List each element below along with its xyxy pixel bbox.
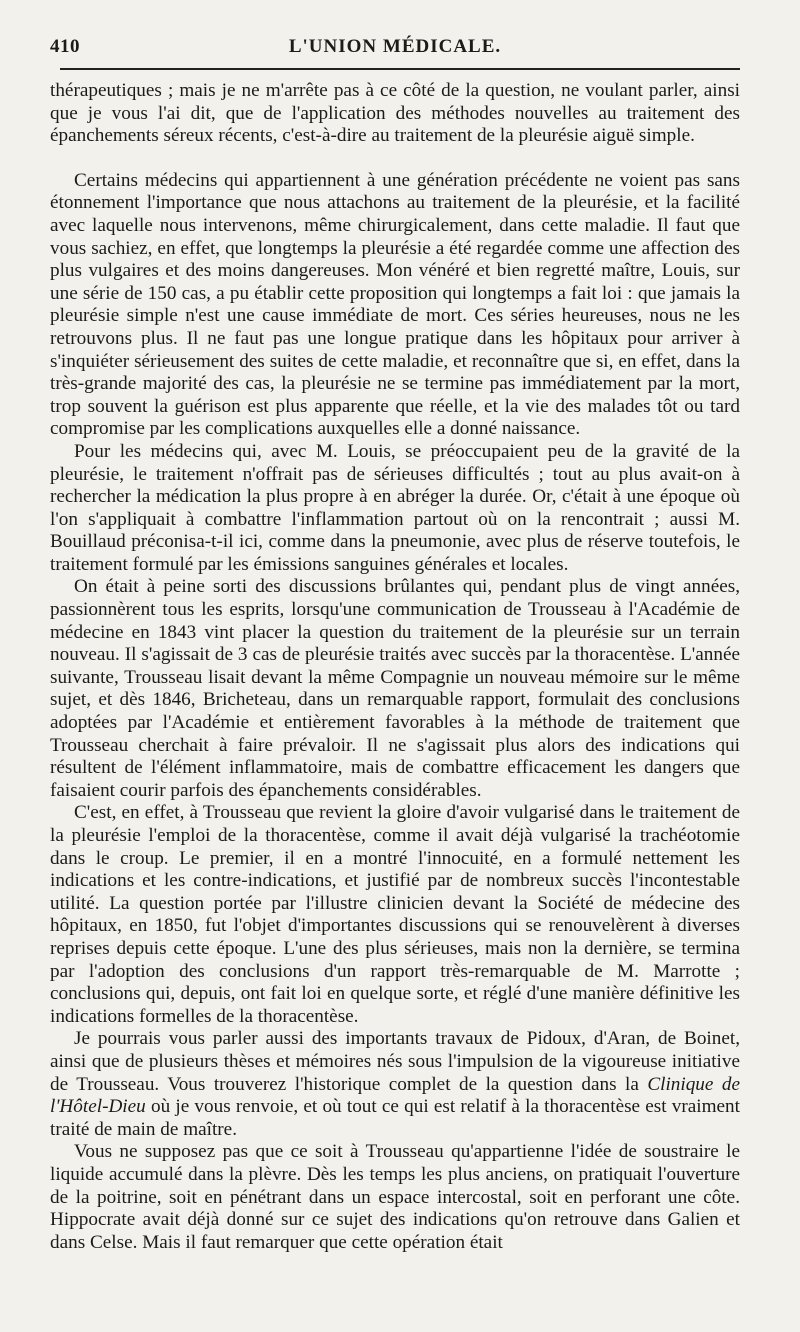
journal-title: L'UNION MÉDICALE.: [288, 36, 502, 57]
paragraph-3: Pour les médecins qui, avec M. Louis, se préoccupaient peu de la gravité de la pleurésie, le traitement n'offrait pas de sérieuses difficultés ; tout au plus avait-on à rechercher la médication la plus propre à en abréger la durée. Or, c'était à une époque où l'on s'appliquait à combattre l'inflammation partout où on la rencontrait ; aussi M. Bouillaud préconisa-t-il ici, comme dans la pneumonie, avec plus de réserve toutefois, le traitement formulé par les émissions sanguines générales et locales.: [50, 440, 740, 575]
article-body: [50, 80, 740, 1254]
running-head: [50, 36, 740, 64]
paragraph-6-text-start: Je pourrais vous parler aussi des importants travaux de Pidoux, d'Aran, de Boinet, ainsi que de plusieurs thèses et mémoires nés sous l'impulsion de la vigoureuse initiative de Trousseau. Vous trouverez l'historique complet de la question dans la: [50, 1028, 740, 1095]
paragraph-5: C'est, en effet, à Trousseau que revient la gloire d'avoir vulgarisé dans le traitement de la pleurésie l'emploi de la thoracentèse, comme il avait déjà vulgarisé la trachéotomie dans le croup. Le premier, il en a montré l'innocuité, en a formulé nettement les indications et les contre-indications, et justifié par de nombreux succès l'incontestable utilité. La question portée par l'illustre clinicien devant la Société de médecine des hôpitaux, en 1850, fut l'objet d'importantes discussions qui se renouvelèrent à diverses reprises depuis cette époque. L'une des plus sérieuses, mais non la dernière, se termina par l'adoption des conclusions d'un rapport très-remarquable de M. Marrotte ; conclusions qui, depuis, ont fait loi en quelque sorte, et réglé d'une manière définitive les indications formelles de la thoracentèse.: [50, 802, 740, 1027]
paragraph-4: On était à peine sorti des discussions brûlantes qui, pendant plus de vingt années, passionnèrent tous les esprits, lorsqu'une communication de Trousseau à l'Académie de médecine en 1843 vint placer la question du traitement de la pleurésie sur un terrain nouveau. Il s'agissait de 3 cas de pleurésie traités avec succès par la thoracentèse. L'année suivante, Trousseau lisait devant la même Compagnie un nouveau mémoire sur le même sujet, et dès 1846, Bricheteau, dans un remarquable rapport, formulait des conclusions adoptées par l'Académie et entièrement favorables à la méthode de traitement que Trousseau cherchait à faire prévaloir. Il ne s'agissait plus alors des indications qui résultent de l'élément inflammatoire, mais de combattre efficacement les dangers que faisaient courir parfois des épanchements considérables.: [50, 576, 740, 801]
paragraph-6: [50, 1028, 740, 1141]
page-number: 410: [50, 36, 80, 57]
paragraph-6-text-end: où je vous renvoie, et où tout ce qui est relatif à la thoracentèse est vraiment traité de main de maître.: [50, 1096, 740, 1140]
paragraph-2: Certains médecins qui appartiennent à une génération précédente ne voient pas sans étonnement l'importance que nous attachons au traitement de la pleurésie, et la facilité avec laquelle nous intervenons, même chirurgicalement, dans cette maladie. Il faut que vous sachiez, en effet, que longtemps la pleurésie a été regardée comme une affection des plus vulgaires et des moins dangereuses. Mon vénéré et bien regretté maître, Louis, sur une série de 150 cas, a pu établir cette proposition qui longtemps a fait loi : que jamais la pleurésie simple n'est une cause immédiate de mort. Ces séries heureuses, nous ne les retrouvons plus. Il ne faut pas une longue pratique dans les hôpitaux pour arriver à s'inquiéter sérieusement des suites de cette maladie, et reconnaître que si, en effet, dans la très-grande majorité des cas, la pleurésie ne se termine pas immédiatement par la mort, trop souvent la guérison est plus apparente que réelle, et la vie des malades tôt ou tard compromise par les complications auxquelles elle a donné naissance.: [50, 169, 740, 440]
paragraph-7: Vous ne supposez pas que ce soit à Trousseau qu'appartienne l'idée de soustraire le liquide accumulé dans la plèvre. Dès les temps les plus anciens, on pratiquait l'ouverture de la poitrine, soit en pénétrant dans un espace intercostal, soit en perforant une côte. Hippocrate avait déjà donné sur ce sujet des indications qu'on retrouve dans Galien et dans Celse. Mais il faut remarquer que cette opération était: [50, 1141, 740, 1253]
header-rule: [60, 68, 740, 70]
book-title-clinique: Clinique de l'Hôtel-Dieu: [50, 1073, 740, 1118]
paragraph-1: thérapeutiques ; mais je ne m'arrête pas à ce côté de la question, ne voulant parler, ainsi que je vous l'ai dit, que de l'application des méthodes nouvelles au traitement des épanchements séreux récents, c'est-à-dire au traitement de la pleurésie aiguë simple.: [50, 80, 740, 147]
